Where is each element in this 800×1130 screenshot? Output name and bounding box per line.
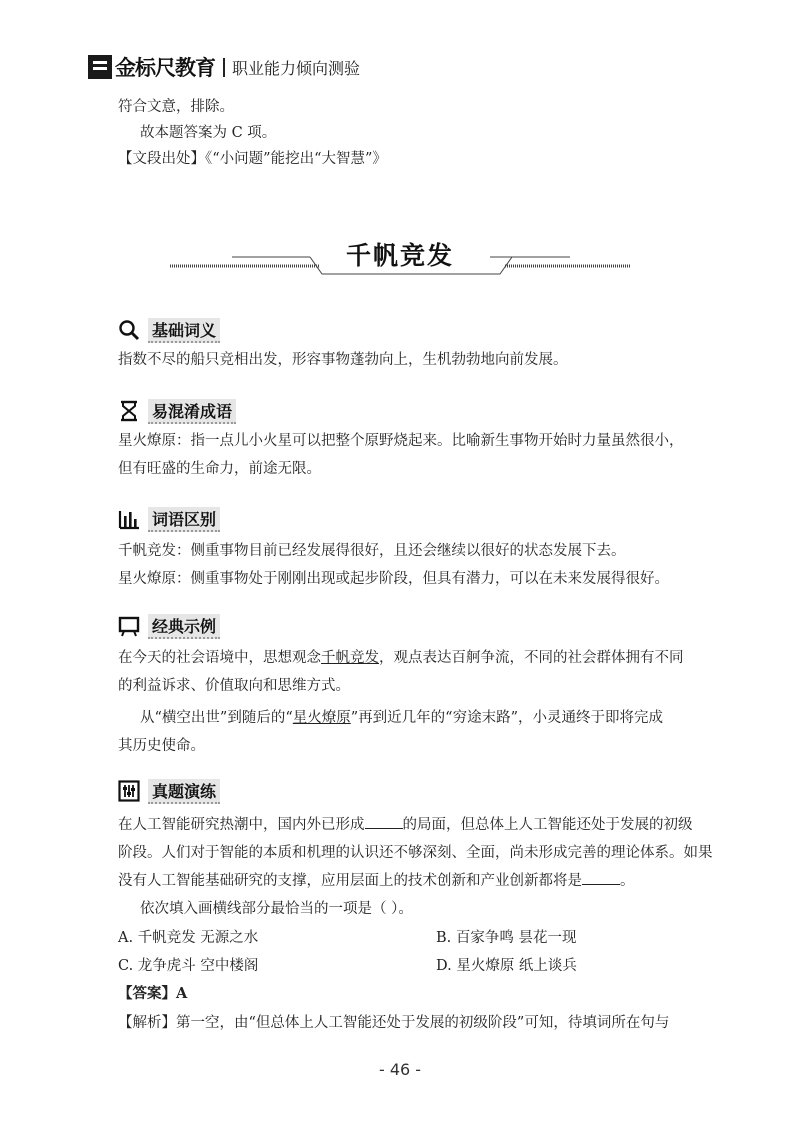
text-line: 符合文意，排除。 [118, 99, 234, 115]
text-line: 的利益诉求、价值取向和思维方式。 [118, 678, 350, 694]
text-line: 但有旺盛的生命力，前途无限。 [118, 461, 321, 477]
section-header-examples [118, 613, 220, 639]
text-line: 千帆竞发：侧重事物目前已经发展得很好，且还会继续以很好的状态发展下去。 [118, 543, 626, 559]
text-line: 星火燎原：侧重事物处于刚刚出现或起步阶段，但具有潜力，可以在未来发展得很好。 [118, 571, 669, 587]
idiom-title-banner [170, 232, 630, 282]
question-prompt: 依次填入画横线部分最恰当的一项是（ ）。 [140, 901, 413, 917]
example-line [140, 705, 663, 731]
book-logo-icon [88, 55, 112, 79]
page-number: - 46 - [378, 1060, 422, 1079]
section-title: 真题演练 [148, 779, 220, 804]
example-line [118, 645, 684, 671]
text-fragment: 没有人工智能基础研究的支撑，应用层面上的技术创新和产业创新都将是 [118, 873, 582, 889]
fill-blank [365, 814, 403, 829]
text-line: 【文段出处】《“小问题”能挖出“大智慧”》 [118, 151, 387, 167]
section-header-confusing [118, 398, 236, 424]
text-line: 其历史使命。 [118, 738, 205, 754]
text-fragment: 在人工智能研究热潮中，国内外已形成 [118, 817, 365, 833]
question-line [118, 812, 693, 838]
header-divider [223, 58, 225, 77]
text-fragment: 。 [620, 873, 635, 889]
text-line: 阶段。人们对于智能的本质和机理的认识还不够深刻、全面，尚未形成完善的理论体系。如果 [118, 845, 713, 861]
presentation-board-icon [118, 615, 140, 637]
analysis-line: 【解析】第一空，由“但总体上人工智能还处于发展的初级阶段”可知，待填词所在句与 [118, 1015, 670, 1031]
question-line [118, 868, 635, 894]
text-fragment: 在今天的社会语境中，思想观念 [118, 650, 321, 666]
highlighted-term: 千帆竞发 [321, 650, 379, 666]
text-fragment: ，观点表达百舸争流，不同的社会群体拥有不同 [379, 650, 684, 666]
text-fragment: 从“横空出世”到随后的“ [140, 710, 293, 726]
hourglass-icon [118, 400, 140, 422]
header-subtitle: 职业能力倾向测验 [232, 58, 361, 78]
section-title: 基础词义 [148, 318, 220, 343]
text-line: 星火燎原：指一点儿小火星可以把整个原野烧起来。比喻新生事物开始时力量虽然很小， [118, 433, 684, 449]
idiom-title: 千帆竞发 [345, 241, 454, 270]
text-line: 指数不尽的船只竞相出发，形容事物蓬勃向上，生机勃勃地向前发展。 [118, 352, 568, 368]
header-brand [88, 52, 360, 82]
magnifier-icon [118, 319, 140, 341]
text-line: 故本题答案为 C 项。 [140, 125, 277, 141]
fill-blank [582, 870, 620, 885]
highlighted-term: 星火燎原 [292, 710, 351, 726]
section-title: 词语区别 [148, 507, 220, 532]
brand-name: 金标尺教育 [115, 56, 215, 80]
option-b: B. 百家争鸣 昙花一现 [436, 930, 577, 946]
option-a: A. 千帆竞发 无源之水 [118, 930, 259, 946]
section-title: 经典示例 [148, 614, 220, 639]
sliders-icon [118, 780, 140, 802]
bar-chart-icon [118, 508, 140, 530]
answer-line: 【答案】A [118, 985, 188, 1002]
section-header-basic [118, 317, 220, 343]
text-fragment: 的局面，但总体上人工智能还处于发展的初级 [402, 817, 693, 833]
section-title: 易混淆成语 [148, 399, 236, 424]
option-d: D. 星火燎原 纸上谈兵 [436, 958, 577, 974]
section-header-practice [118, 778, 220, 804]
text-fragment: ”再到近几年的“穷途末路”，小灵通终于即将完成 [350, 710, 663, 726]
section-header-difference [118, 506, 220, 532]
option-c: C. 龙争虎斗 空中楼阁 [118, 958, 259, 974]
